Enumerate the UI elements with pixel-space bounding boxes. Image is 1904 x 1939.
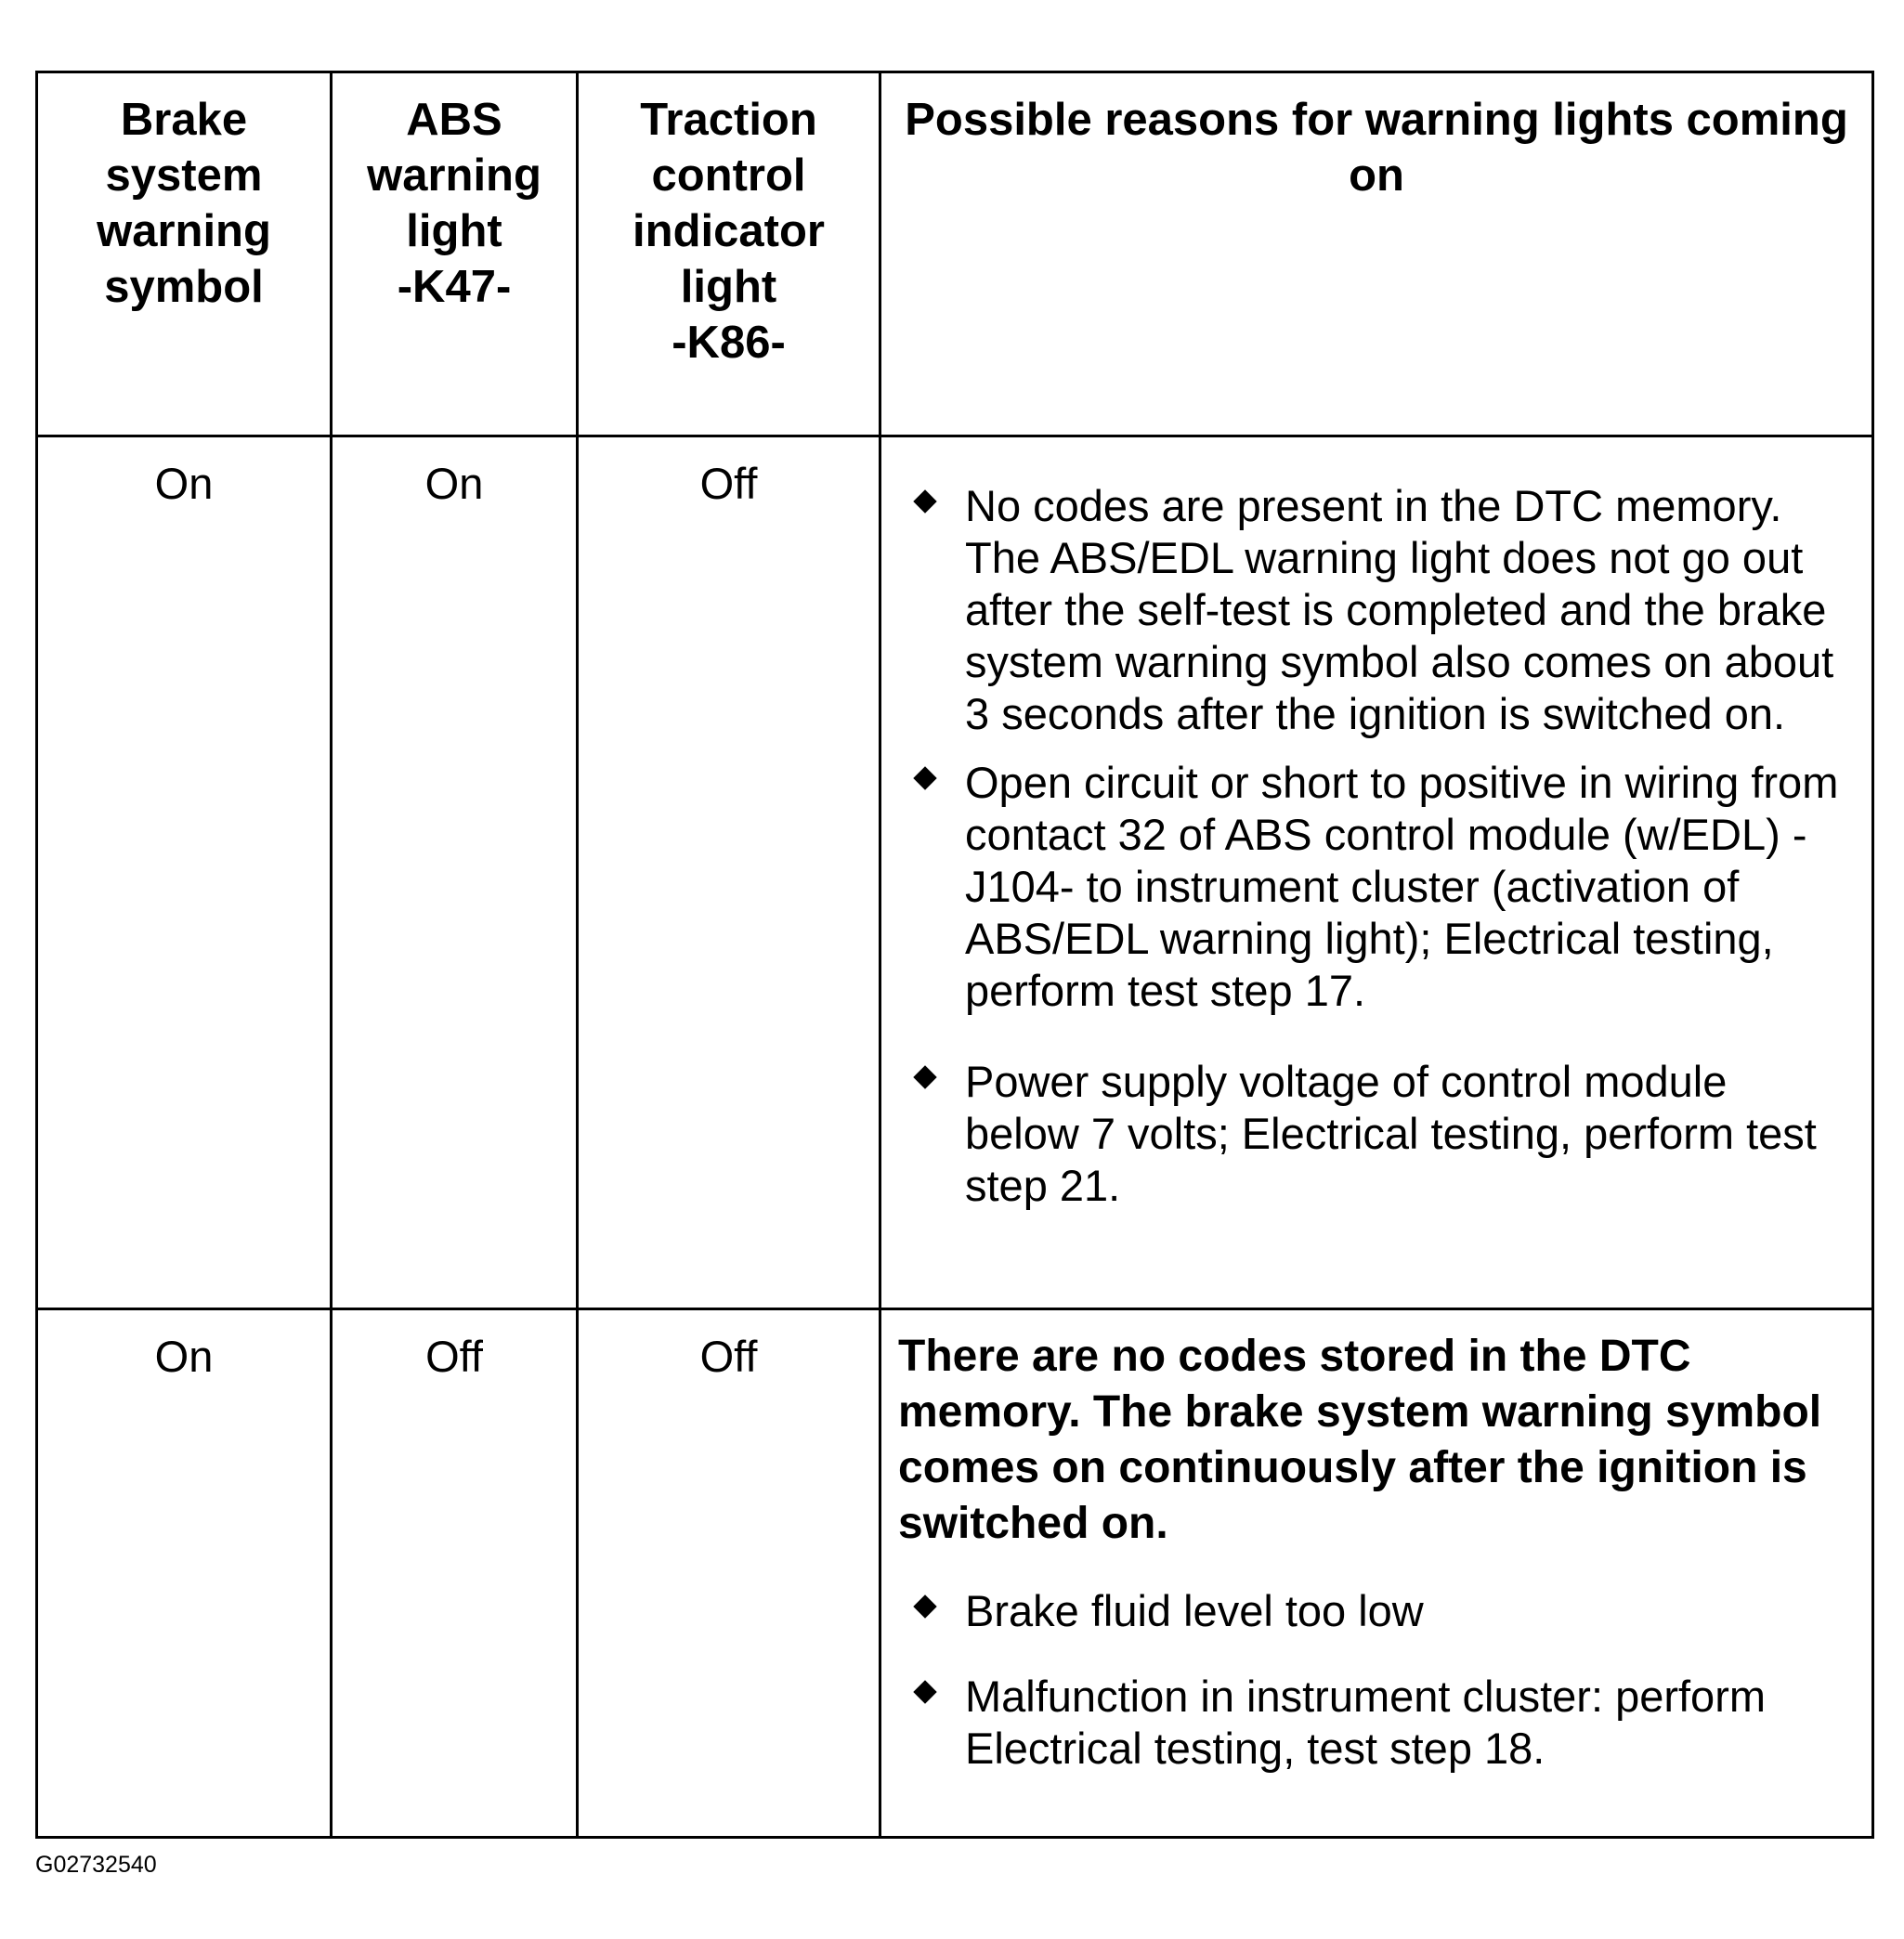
header-abs-warning-light: ABS warning light -K47- — [332, 72, 578, 436]
reasons-list — [898, 1585, 1849, 1775]
figure-id: G02732540 — [35, 1852, 157, 1878]
diamond-bullet-icon — [913, 1680, 936, 1703]
diamond-bullet-icon — [913, 766, 936, 789]
traction-component-code: -K86- — [672, 318, 786, 368]
brake-symbol-state: On — [37, 436, 332, 1309]
list-item: Power supply voltage of control module below 7 volts; Electrical testing, perform test step 21. — [898, 1056, 1849, 1212]
header-traction-control-indicator-light: Traction control indicator light -K86- — [578, 72, 880, 436]
traction-light-state: Off — [578, 436, 880, 1309]
abs-light-state: On — [332, 436, 578, 1309]
diamond-bullet-icon — [913, 489, 936, 513]
abs-component-code: -K47- — [397, 262, 512, 312]
table-row — [37, 1309, 1873, 1838]
reasons-cell — [880, 1309, 1873, 1838]
diamond-bullet-icon — [913, 1065, 936, 1088]
brake-symbol-state: On — [37, 1309, 332, 1838]
diamond-bullet-icon — [913, 1594, 936, 1618]
table-row — [37, 436, 1873, 1309]
list-item: Brake fluid level too low — [898, 1585, 1849, 1637]
reasons-list — [898, 480, 1849, 1212]
warning-lights-table — [35, 71, 1874, 1839]
header-brake-system-warning-symbol: Brake system warning symbol — [37, 72, 332, 436]
abs-light-state: Off — [332, 1309, 578, 1838]
header-possible-reasons: Possible reasons for warning lights coming on — [880, 72, 1873, 436]
reasons-cell — [880, 436, 1873, 1309]
list-item: Open circuit or short to positive in wiring from contact 32 of ABS control module (w/EDL) -J104- to instrument cluster (activation of ABS/EDL warning light); Electrical testing, perform test step 17. — [898, 757, 1849, 1017]
list-item: Malfunction in instrument cluster: perform Electrical testing, test step 18. — [898, 1671, 1849, 1775]
reasons-intro-text: There are no codes stored in the DTC memory. The brake system warning symbol comes on continuously after the ignition is switched on. — [898, 1332, 1822, 1548]
traction-light-state: Off — [578, 1309, 880, 1838]
list-item: No codes are present in the DTC memory. The ABS/EDL warning light does not go out after the self-test is completed and the brake system warning symbol also comes on about 3 seconds after the ignition is switched on. — [898, 480, 1849, 740]
header-row — [37, 72, 1873, 436]
